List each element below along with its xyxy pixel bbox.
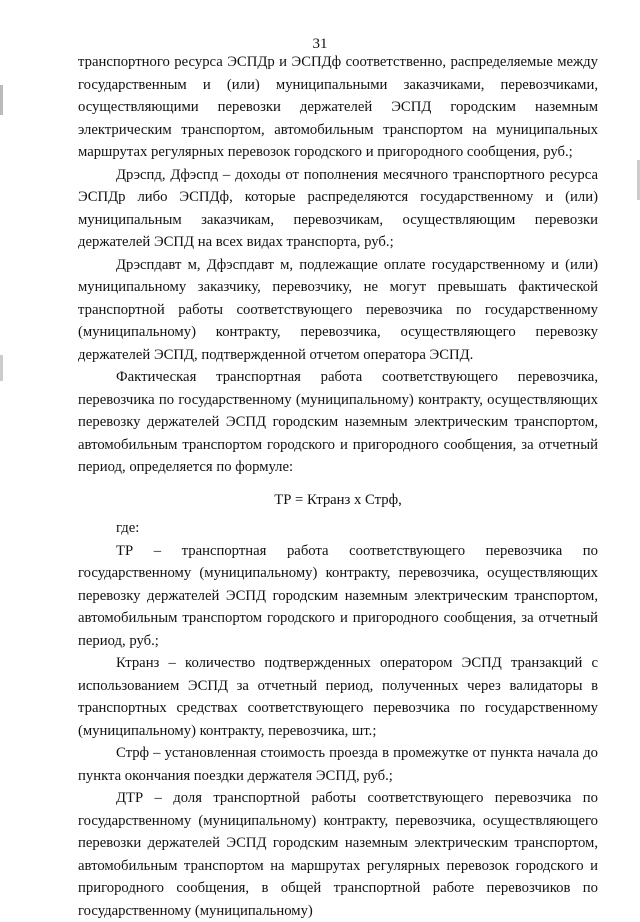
paragraph: Фактическая транспортная работа соответствующего перевозчика, перевозчика по государственному (муниципальному) контракту, осуществляющих перевозку держателей ЭСПД городским наземным электрическим транспортом, автомобильным транспортом городского и пригородного сообщения, за отчетный период, определяется по формуле: [78,369,598,475]
definition-tr: ТР – транспортная работа соответствующего перевозчика по государственному (муниципальному) контракту, перевозчика, осуществляющих перевозку держателей ЭСПД городским наземным электрическим транспортом, автомобильным транспортом городского и пригородного сообщения, за отчетный период, руб.; [78,542,598,649]
page-number: 31 [312,36,328,52]
definition-dtr: ДТР – доля транспортной работы соответствующего перевозчика по государственному (муниципальному) контракту, перевозчика, осуществляющего перевозки держателей ЭСПД городским наземным электрическим транспортом, автомобильным транспортом на маршрутах регулярных перевозок городского и пригородного сообщения, в общей транспортной работе перевозчиков по государственному (муниципальному) [78,790,598,919]
definition-ktranz: Ктранз – количество подтвержденных оператором ЭСПД транзакций с использованием ЭСПД за отчетный период, полученных через валидаторы в транспортных средствах соответствующего перевозчика по государственному (муниципальному) контракту, перевозчика, шт.; [78,655,598,739]
definition-strf: Стрф – установленная стоимость проезда в промежутке от пункта начала до пункта окончания поездки держателя ЭСПД, руб.; [78,745,598,784]
where-label: где: [116,520,140,536]
paragraph: Дрэспдавт м, Дфэспдавт м, подлежащие оплате государственному и (или) муниципальному заказчику, перевозчику, не могут превышать фактической транспортной работы соответствующего перевозчика по государственному (муниципальному) контракту, перевозчика, осуществляющего перевозку держателей ЭСПД, подтвержденной отчетом оператора ЭСПД. [78,256,598,363]
paragraph-continuation: транспортного ресурса ЭСПДр и ЭСПДф соответственно, распределяемые между государственным и (или) муниципальными заказчиками, перевозчиками, осуществляющими перевозки держателей ЭСПД городским наземным электрическим транспортом, автомобильным транспортом на муниципальных маршрутах регулярных перевозок городского и пригородного сообщения, руб.; [78,54,598,160]
paragraph: Дрэспд, Дфэспд – доходы от пополнения месячного транспортного ресурса ЭСПДр либо ЭСПДф, которые распределяются государственному и (или) муниципальным заказчикам, перевозчикам, осуществляющим перевозки держателей ЭСПД на всех видах транспорта, руб.; [78,166,598,250]
document-body [78,51,598,922]
formula: ТР = Ктранз х Стрф, [274,491,402,508]
scan-edge-mark [0,85,3,115]
scan-edge-mark [0,355,3,381]
